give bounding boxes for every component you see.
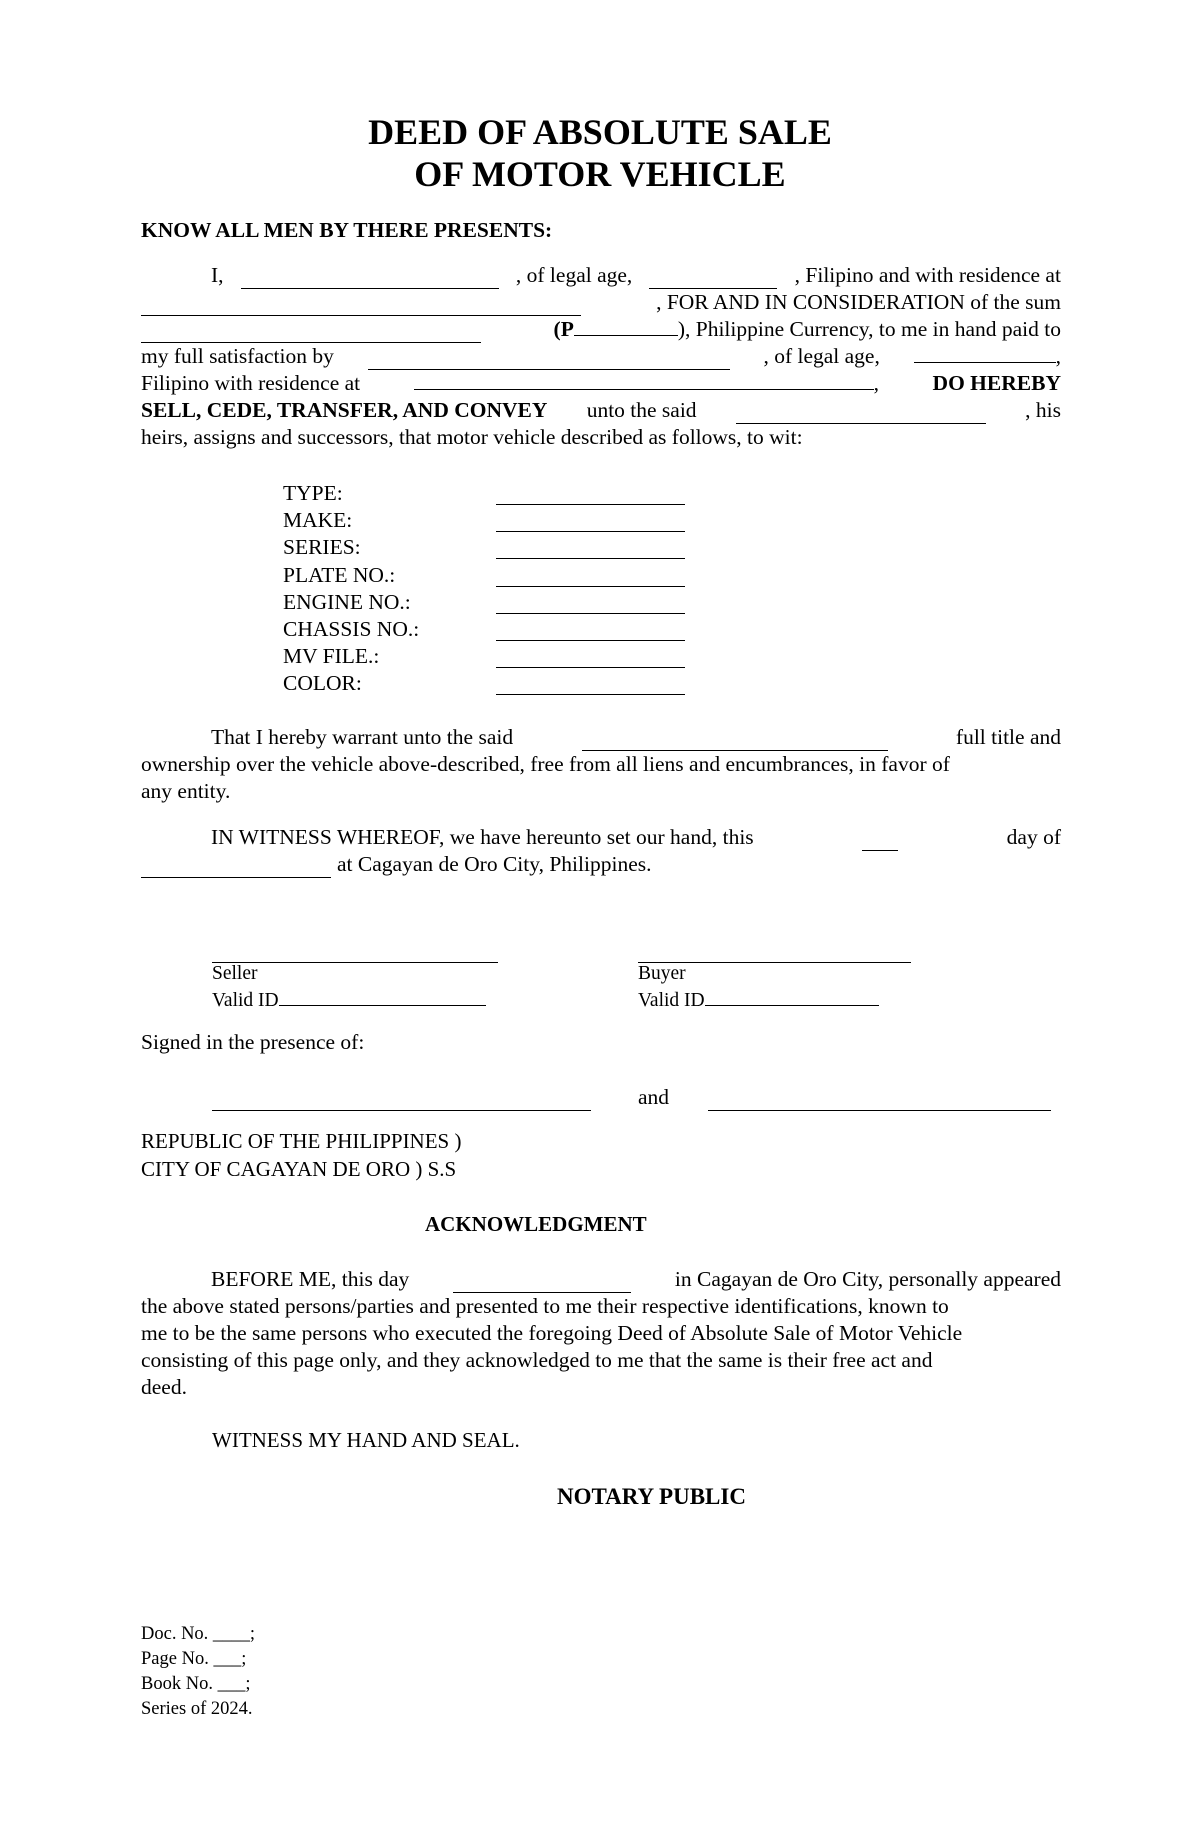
series-year: Series of 2024. <box>141 1699 253 1719</box>
para1-do-hereby: DO HEREBY <box>932 371 1061 395</box>
vehicle-field-engine: ENGINE NO.: <box>283 589 683 616</box>
warranty-buyer-blank <box>582 730 888 751</box>
seller-age-blank <box>649 268 777 289</box>
para1-do-hereby-comma: , <box>873 371 880 395</box>
sum-amount-blank <box>574 315 678 336</box>
acknowledgment-paragraph <box>141 1266 1061 1401</box>
para1-peso-open: (P <box>553 317 574 341</box>
warranty-paragraph <box>141 724 1061 805</box>
para1-filipino-with: Filipino with residence at <box>141 371 361 395</box>
ack-day-blank <box>453 1272 631 1293</box>
ack-line4: consisting of this page only, and they acknowledged to me that the same is their free act and <box>141 1348 933 1372</box>
para1-heirs: heirs, assigns and successors, that motor vehicle described as follows, to wit: <box>141 425 803 449</box>
seller-residence-blank <box>141 295 581 316</box>
vehicle-field-mv-file: MV FILE.: <box>283 643 683 670</box>
vehicle-field-type: TYPE: <box>283 480 683 507</box>
witness-paragraph <box>141 824 1061 878</box>
book-no: Book No. ___; <box>141 1674 251 1694</box>
buyer-valid-id: Valid ID <box>638 987 879 1012</box>
buyer-label: Buyer <box>638 963 686 984</box>
day-blank <box>862 830 898 851</box>
para1-filipino-residence: , Filipino and with residence at <box>794 263 1061 287</box>
para1-i: I, <box>211 263 224 287</box>
para2-full-title: full title and <box>955 725 1061 749</box>
witness-hand-seal: WITNESS MY HAND AND SEAL. <box>212 1428 520 1452</box>
para2-line2: ownership over the vehicle above-described, free from all liens and encumbrances, in favor of <box>141 752 950 776</box>
para2-line3: any entity. <box>141 779 231 803</box>
acknowledgment-title: ACKNOWLEDGMENT <box>425 1212 647 1236</box>
para1-of-legal-age: , of legal age, <box>763 344 880 368</box>
vehicle-field-make: MAKE: <box>283 507 683 534</box>
ack-line5: deed. <box>141 1375 187 1399</box>
buyer-name-blank-2 <box>736 403 986 424</box>
notarial-footer <box>141 1622 255 1722</box>
para1-unto-the-said: unto the said <box>586 398 697 422</box>
para1-comma: , <box>1055 344 1061 368</box>
page-no: Page No. ___; <box>141 1649 247 1669</box>
para1-his: , his <box>1025 398 1061 422</box>
para3-start: IN WITNESS WHEREOF, we have hereunto set our hand, this <box>211 825 754 849</box>
para1-full-satisfaction: my full satisfaction by <box>141 344 334 368</box>
month-blank <box>141 857 331 878</box>
witness1-signature-line <box>212 1110 591 1111</box>
republic-line2: CITY OF CAGAYAN DE ORO ) S.S <box>141 1157 457 1181</box>
notary-public: NOTARY PUBLIC <box>557 1484 746 1509</box>
witness2-signature-line <box>708 1110 1051 1111</box>
seller-label: Seller <box>212 963 258 984</box>
republic-line1: REPUBLIC OF THE PHILIPPINES ) <box>141 1129 462 1153</box>
para3-day-of: day of <box>1006 825 1061 849</box>
vehicle-description <box>283 480 683 698</box>
para3-at-city: at Cagayan de Oro City, Philippines. <box>337 852 652 876</box>
doc-no: Doc. No. ____; <box>141 1624 256 1644</box>
buyer-name-blank <box>368 349 730 370</box>
vehicle-field-plate: PLATE NO.: <box>283 562 683 589</box>
vehicle-field-series: SERIES: <box>283 534 683 561</box>
buyer-age-blank <box>914 342 1056 363</box>
vehicle-field-chassis: CHASSIS NO.: <box>283 616 683 643</box>
para2-start: That I hereby warrant unto the said <box>211 725 514 749</box>
document-title-line1: DEED OF ABSOLUTE SALE <box>368 112 832 152</box>
para1-legal-age: , of legal age, <box>515 263 633 287</box>
know-all-men-heading: KNOW ALL MEN BY THERE PRESENTS: <box>141 218 553 242</box>
ack-end: in Cagayan de Oro City, personally appeared <box>674 1267 1061 1291</box>
sum-words-blank <box>141 322 481 343</box>
and-text: and <box>638 1085 670 1109</box>
ack-start: BEFORE ME, this day <box>211 1267 410 1291</box>
para1-sell: SELL, CEDE, TRANSFER, AND CONVEY <box>141 398 548 422</box>
document-title-line2: OF MOTOR VEHICLE <box>414 154 786 194</box>
sale-paragraph <box>141 262 1061 451</box>
buyer-residence-blank <box>414 369 874 390</box>
para1-for-and-in: , FOR AND IN CONSIDERATION of the sum <box>656 290 1061 314</box>
seller-valid-id: Valid ID <box>212 987 486 1012</box>
vehicle-field-color: COLOR: <box>283 670 683 697</box>
signed-presence-text: Signed in the presence of: <box>141 1030 365 1054</box>
para1-peso-close: ), Philippine Currency, to me in hand paid to <box>677 317 1061 341</box>
ack-line3: me to be the same persons who executed the foregoing Deed of Absolute Sale of Motor Vehicle <box>141 1321 963 1345</box>
ack-line2: the above stated persons/parties and presented to me their respective identifications, known to <box>141 1294 949 1318</box>
seller-name-blank <box>241 268 499 289</box>
